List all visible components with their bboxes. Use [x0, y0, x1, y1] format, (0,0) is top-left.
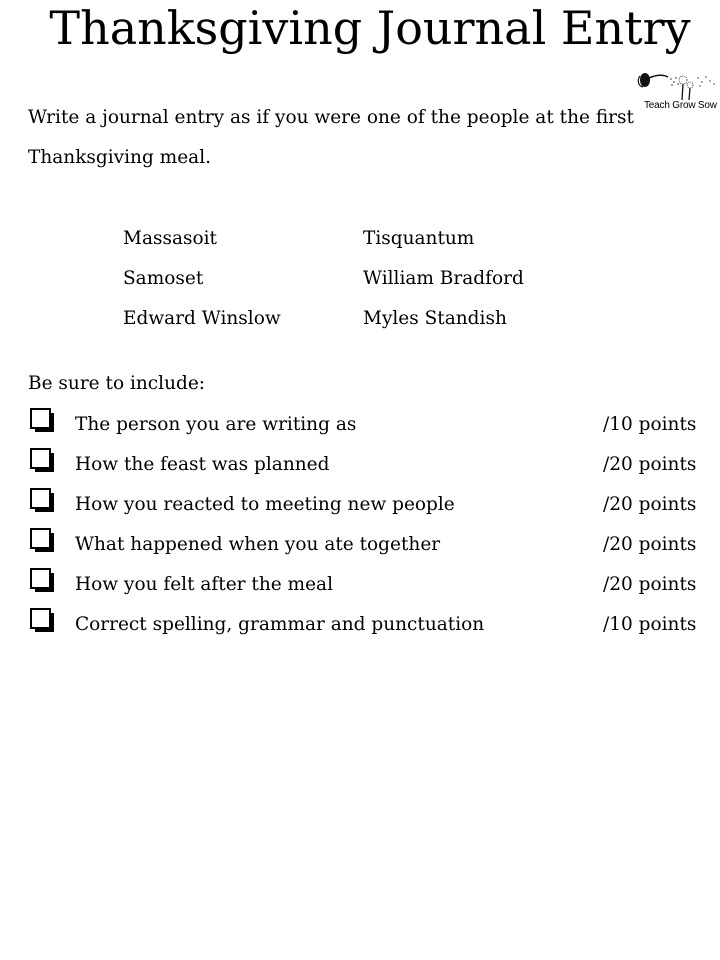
checklist-item-text: The person you are writing as [75, 413, 357, 435]
checkbox[interactable] [30, 608, 54, 632]
checklist-item-text: What happened when you ate together [75, 533, 441, 555]
checkbox[interactable] [30, 528, 54, 552]
names-row [123, 298, 603, 338]
page-title: Thanksgiving Journal Entry [49, 1, 691, 55]
names-row [123, 218, 603, 258]
checklist-item-points: /10 points [603, 413, 697, 435]
name-item: Edward Winslow [123, 307, 281, 329]
include-label: Be sure to include: [28, 373, 206, 394]
checkbox[interactable] [30, 448, 54, 472]
checklist-item-points: /20 points [603, 533, 697, 555]
checklist-item-text: How you felt after the meal [75, 573, 333, 595]
checkbox[interactable] [30, 488, 54, 512]
name-item: Samoset [123, 267, 204, 289]
checklist-item-points: /10 points [603, 613, 697, 635]
checklist-item-points: /20 points [603, 573, 697, 595]
checklist-item [28, 524, 698, 564]
name-item: Massasoit [123, 227, 217, 249]
checkbox[interactable] [30, 568, 54, 592]
checklist-item [28, 564, 698, 604]
names-row [123, 258, 603, 298]
name-item: Myles Standish [363, 307, 507, 329]
checklist [28, 404, 698, 644]
checklist-item [28, 604, 698, 644]
logo-text: Teach Grow Sow [644, 100, 717, 111]
intro-paragraph: Write a journal entry as if you were one of the people at the first Thanksgiving meal. [28, 107, 634, 168]
checklist-item-points: /20 points [603, 493, 697, 515]
checklist-item [28, 444, 698, 484]
watering-can-dandelion-icon [636, 70, 720, 102]
checklist-item [28, 404, 698, 444]
checklist-item-text: Correct spelling, grammar and punctuation [75, 613, 485, 635]
logo [636, 70, 720, 118]
name-item: Tisquantum [363, 227, 475, 249]
checkbox[interactable] [30, 408, 54, 432]
names-grid [123, 218, 603, 338]
checklist-item-text: How you reacted to meeting new people [75, 493, 455, 515]
name-item: William Bradford [363, 267, 524, 289]
checklist-item [28, 484, 698, 524]
checklist-item-points: /20 points [603, 453, 697, 475]
checklist-item-text: How the feast was planned [75, 453, 330, 475]
